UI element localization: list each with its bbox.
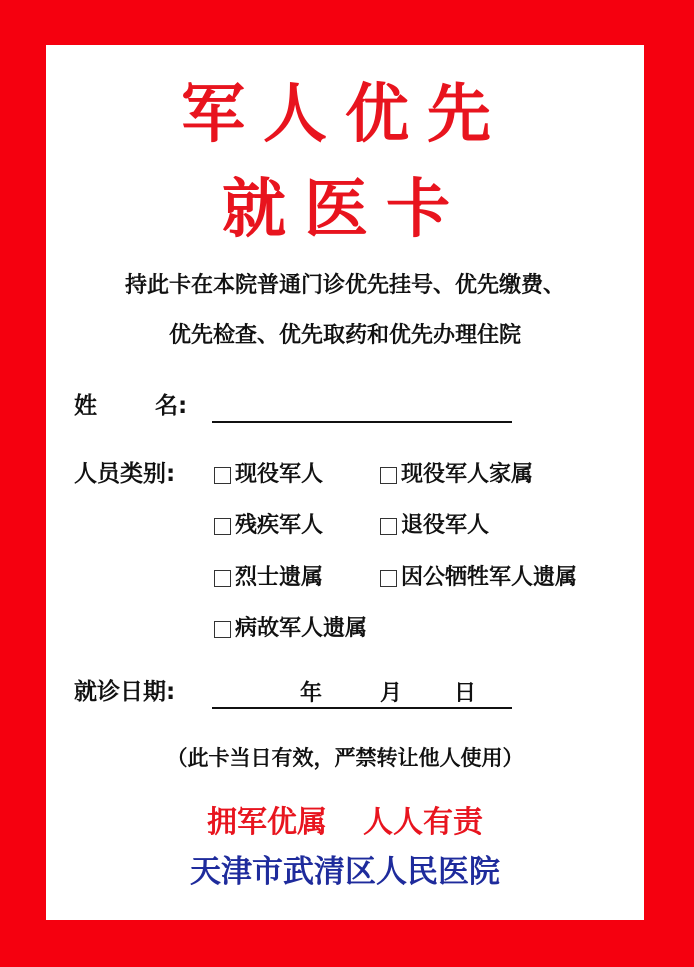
card-title-line1: 军人优先: [181, 78, 509, 152]
option-illness-death-family[interactable]: [214, 618, 367, 640]
checkbox-icon[interactable]: [380, 570, 397, 587]
description-line2: 优先检查、优先取药和优先办理住院: [168, 323, 521, 348]
name-label: [74, 395, 187, 418]
option-active-duty[interactable]: [214, 464, 323, 486]
option-label: 残疾军人: [235, 513, 324, 538]
date-month: 月: [380, 681, 403, 706]
validity-note: （此卡当日有效，严禁转让他人使用）: [166, 746, 524, 770]
option-disabled-veteran[interactable]: [214, 515, 323, 537]
date-day: 日: [454, 681, 477, 706]
checkbox-icon[interactable]: [214, 518, 231, 535]
checkbox-icon[interactable]: [214, 570, 231, 587]
option-active-duty-family[interactable]: [380, 464, 533, 486]
date-field-line[interactable]: [212, 707, 512, 709]
slogan: [46, 805, 644, 840]
category-label: 人员类别:: [74, 461, 176, 487]
checkbox-icon[interactable]: [214, 467, 231, 484]
name-field-line[interactable]: [212, 421, 512, 423]
checkbox-icon[interactable]: [214, 621, 231, 638]
option-label: 现役军人: [235, 462, 324, 487]
option-label: 退役军人: [401, 513, 490, 538]
date-year: 年: [300, 681, 323, 706]
option-label: 烈士遗属: [235, 565, 324, 590]
checkbox-icon[interactable]: [380, 467, 397, 484]
card-title-line2: 就医卡: [222, 173, 468, 247]
option-martyr-family[interactable]: [214, 567, 323, 589]
slogan-part2: 人人有责: [363, 805, 483, 840]
option-label: 现役军人家属: [401, 462, 534, 487]
medical-card: [46, 45, 644, 920]
option-retired-veteran[interactable]: [380, 515, 489, 537]
name-label-first: 姓: [74, 393, 97, 419]
checkbox-icon[interactable]: [380, 518, 397, 535]
description-line1: 持此卡在本院普通门诊优先挂号、优先缴费、: [124, 273, 565, 298]
hospital-name: 天津市武清区人民医院: [190, 854, 500, 890]
name-label-second: 名:: [155, 393, 188, 419]
visit-date-label: 就诊日期:: [74, 679, 176, 705]
option-label: 因公牺牲军人遗属: [401, 565, 578, 590]
slogan-part1: 拥军优属: [207, 805, 327, 840]
option-label: 病故军人遗属: [235, 616, 368, 641]
option-duty-sacrifice-family[interactable]: [380, 567, 577, 589]
